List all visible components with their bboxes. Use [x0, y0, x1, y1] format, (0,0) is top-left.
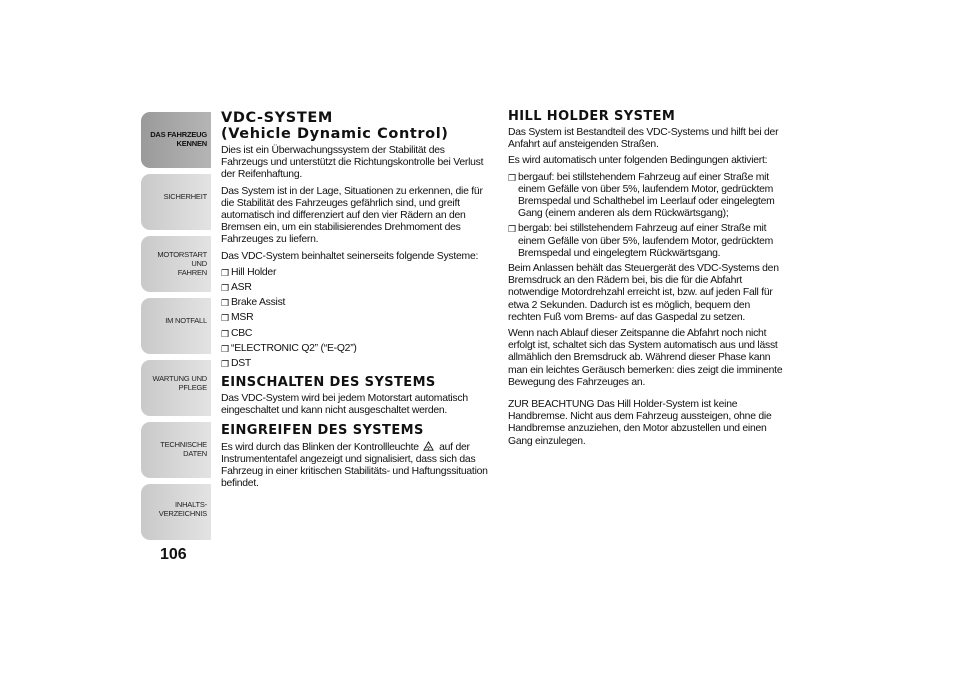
paragraph: Beim Anlassen behält das Steuergerät des VDC-Systems den Bremsdruck an den Rädern bei, bis die für die Abfahrt notwendige Motordrehzahl erreicht ist, bzw. auf jeden Fall für etwa 2 Sekunden. Dadurch ist es möglich, bequem den rechten Fuß vom Brems- auf das Gaspedal zu setzen. — [508, 263, 779, 323]
left-column — [221, 110, 493, 494]
checkbox-bullet-icon: ❒ — [221, 359, 229, 370]
paragraph: Wenn nach Ablauf dieser Zeitspanne die Abfahrt noch nicht erfolgt ist, schaltet sich das System automatisch aus und lässt allmählich den Bremsdruck ab. Während dieser Phase kann man ein leichtes Geräusch bemerken: dies zeigt die imminente Bewegung des Fahrzeuges an. — [508, 328, 783, 388]
paragraph: Dies ist ein Überwachungssystem der Stabilität des Fahrzeugs und unterstützt die Richtungskontrolle bei Verlust der Reifenhaftung. — [221, 145, 484, 181]
paragraph: Es wird automatisch unter folgenden Bedingungen aktiviert: — [508, 155, 768, 167]
tab-das-fahrzeug-kennen[interactable]: DAS FAHRZEUG KENNEN — [141, 112, 211, 168]
checkbox-bullet-icon: ❒ — [508, 172, 516, 183]
tab-sicherheit[interactable]: SICHERHEIT — [141, 174, 211, 230]
list-item: ❒ ASR — [221, 282, 252, 294]
section-heading-einschalten: EINSCHALTEN DES SYSTEMS — [221, 375, 436, 391]
list-item: ❒ bergauf: bei stillstehendem Fahrzeug auf einer Straße mit einem Gefälle von über 5%, laufendem Motor, gedrücktem Bremspedal und Schalthebel im Leerlauf oder eingelegtem Gang (einem anderen als dem Rückwärtsgang); — [508, 171, 775, 220]
note-paragraph: ZUR BEACHTUNG Das Hill Holder-System ist keine Handbremse. Nicht aus dem Fahrzeug aussteigen, ohne die Handbremse anzuziehen, den Motor abzustellen und einen Gang einzulegen. — [508, 399, 772, 447]
checkbox-bullet-icon: ❒ — [221, 298, 229, 309]
page-number: 106 — [160, 546, 187, 563]
paragraph: Es wird durch das Blinken der Kontrollleuchte auf der Instrumententafel angezeigt und signalisiert, dass sich das Fahrzeug in einer kritischen Stabilitäts- und Haftungssituation befindet. — [221, 441, 488, 490]
right-column — [508, 110, 783, 452]
checkbox-bullet-icon: ❒ — [508, 224, 516, 235]
paragraph: Das System ist in der Lage, Situationen zu erkennen, die für die Stabilität des Fahrzeuges gefährlich sind, und greift automatisch ind differenziert auf den vier Rädern an den Bremsen ein, um ein stabilisierendes Drehmoment des Fahrzeuges zu liefern. — [221, 185, 483, 246]
list-item: ❒ bergab: bei stillstehendem Fahrzeug auf einer Straße mit einem Gefälle von über 5%, laufendem Motor, gedrücktem Bremspedal und eingelegtem Rückwärtsgang. — [508, 223, 774, 259]
list-item: ❒ CBC — [221, 327, 253, 339]
list-item: ❒ Hill Holder — [221, 266, 277, 278]
tab-wartung-und-pflege[interactable]: WARTUNG UND PFLEGE — [141, 360, 211, 416]
list-item: ❒ Brake Assist — [221, 297, 286, 309]
tab-motorstart-und-fahren[interactable]: MOTORSTART UND FAHREN — [141, 236, 211, 292]
checkbox-bullet-icon: ❒ — [221, 267, 229, 278]
systems-list — [221, 267, 493, 370]
paragraph: Das VDC-System beinhaltet seinerseits folgende Systeme: — [221, 250, 479, 262]
paragraph: Das VDC-System wird bei jedem Motorstart automatisch eingeschaltet und kann nicht ausgeschaltet werden. — [221, 393, 468, 417]
list-item: ❒ MSR — [221, 312, 254, 324]
tab-im-notfall[interactable]: IM NOTFALL — [141, 298, 211, 354]
vdc-warning-light-icon — [423, 441, 434, 452]
section-heading-hill-holder: HILL HOLDER SYSTEM — [508, 109, 676, 124]
list-item: ❒ “ELECTRONIC Q2” (“E-Q2”) — [221, 342, 357, 354]
checkbox-bullet-icon: ❒ — [221, 283, 229, 294]
section-heading-eingreifen: EINGREIFEN DES SYSTEMS — [221, 422, 424, 438]
checkbox-bullet-icon: ❒ — [221, 343, 229, 354]
paragraph: Das System ist Bestandteil des VDC-Systems und hilft bei der Anfahrt auf ansteigenden Straßen. — [508, 127, 779, 151]
list-item: ❒ DST — [221, 358, 252, 370]
tab-technische-daten[interactable]: TECHNISCHE DATEN — [141, 422, 211, 478]
vdc-title: VDC-SYSTEM (Vehicle Dynamic Control) — [221, 110, 449, 142]
tab-inhaltsverzeichnis[interactable]: INHALTS- VERZEICHNIS — [141, 484, 211, 540]
checkbox-bullet-icon: ❒ — [221, 328, 229, 339]
checkbox-bullet-icon: ❒ — [221, 313, 229, 324]
